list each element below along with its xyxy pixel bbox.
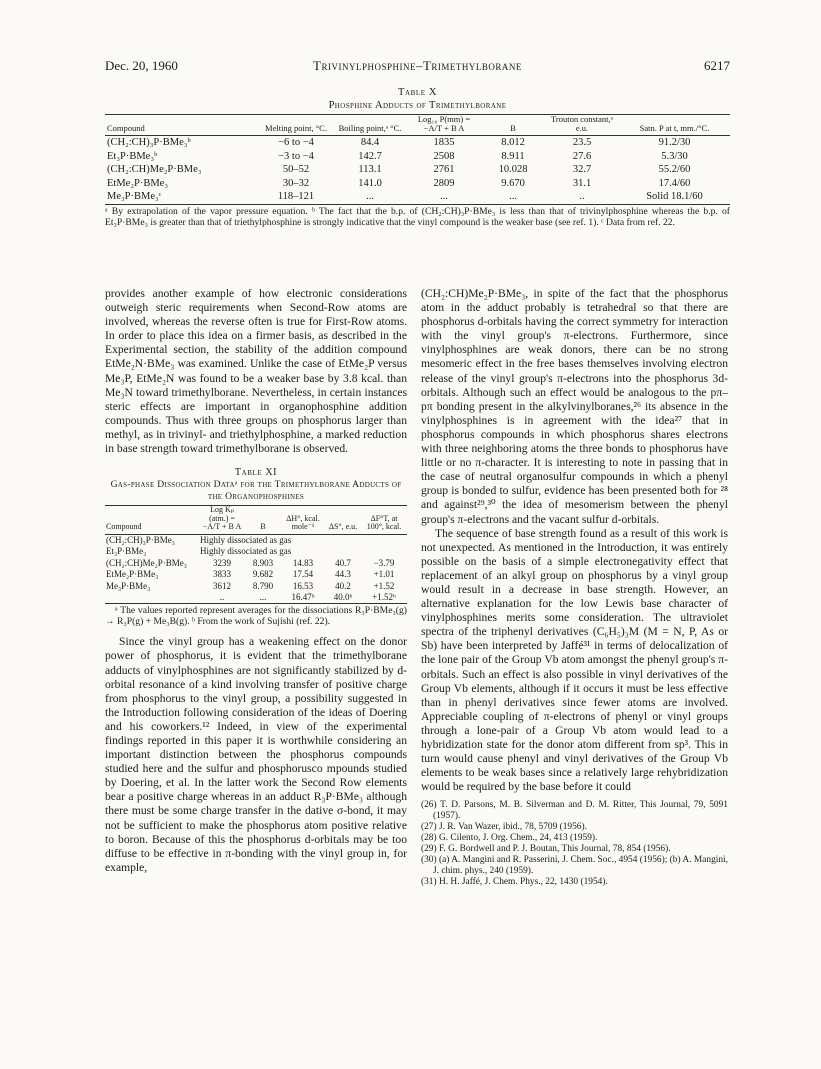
right-column	[421, 287, 728, 888]
table-cell: 50–52	[282, 164, 310, 176]
table-cell: Et₃P·BMe₃ᵇ	[107, 150, 158, 162]
table-cell: 2761	[433, 164, 455, 176]
table-xi-footnote: ᵃ The values reported represent averages for the dissociations R₃P·BMe₃(g) → R₃P(g) + Me₃B(g). ᵇ From the work of Sujishi (ref. 22).	[105, 605, 407, 628]
reference-item: (31) H. H. Jaffé, J. Chem. Phys., 22, 1430 (1954).	[421, 877, 608, 888]
table-x-grid	[105, 114, 730, 205]
table-cell: 8.903	[252, 557, 274, 568]
table-cell: ...	[245, 592, 281, 604]
left-column	[105, 287, 407, 875]
table-cell: 2508	[433, 150, 455, 162]
table-cell: ...	[481, 190, 545, 204]
table-cell: 9.670	[501, 177, 525, 189]
table-cell: 142.7	[358, 150, 382, 162]
table-cell: +1.52	[373, 580, 395, 591]
table-cell: ...	[333, 190, 407, 204]
table-cell: 17.54	[292, 569, 314, 580]
table-x-header: Melting point, °C.	[259, 115, 333, 136]
table-cell: 8.911	[501, 150, 525, 162]
table-cell: 32.7	[572, 164, 592, 176]
table-cell: 9.682	[252, 569, 274, 580]
table-cell: 40.2	[335, 580, 351, 591]
reference-item: (27) J. R. Van Wazer, ibid., 78, 5709 (1956).	[421, 822, 587, 833]
table-cell: 3833	[213, 569, 231, 580]
table-cell: 3612	[213, 580, 231, 591]
table-row	[105, 581, 407, 592]
table-cell	[105, 592, 199, 604]
table-cell: 27.6	[572, 150, 592, 162]
table-cell: 16.47ᵇ	[281, 592, 325, 604]
table-xi-header: ΔH°, kcal. mole⁻¹	[281, 506, 325, 535]
table-cell: ..	[545, 190, 619, 204]
table-cell: −6 to −4	[278, 137, 314, 148]
table-cell: Me₃P·BMe₃	[106, 580, 151, 591]
table-x-header: Trouton constant,ᵃ e.u.	[545, 115, 619, 136]
table-row	[105, 136, 730, 150]
header-title: Trivinylphosphine–Trimethylborane	[313, 58, 522, 73]
table-cell: −3 to −4	[278, 150, 314, 162]
table-xi-header: ΔS°, e.u.	[325, 506, 361, 535]
table-xi-header: Log Kₚ (atm.) = −A/T + B A	[199, 506, 245, 535]
table-cell: EtMe₂P·BMe₃	[107, 177, 168, 189]
table-cell: +1.52ᵇ	[361, 592, 407, 604]
table-xi-subtitle: Gas-phase Dissociation Dataᵃ for the Trimethylborane Adducts of the Organophosphines	[110, 479, 402, 503]
table-cell: 113.1	[358, 164, 382, 176]
table-x-caption: Table X	[397, 87, 438, 98]
table-cell: Highly dissociated as gas	[200, 534, 292, 545]
table-cell: Highly dissociated as gas	[200, 546, 292, 557]
table-cell: (CH₂:CH)₃P·BMe₃	[106, 534, 175, 545]
table-cell: ...	[407, 190, 481, 204]
table-cell: 3239	[213, 557, 231, 568]
paragraph: provides another example of how electronic considerations outweigh steric requirements when Second-Row atoms are involved, whereas the reverse often is true for First-Row atoms. In order to place this idea on a firmer basis, as described in the Experimental section, the stability of the addition compound EtMe₂N·BMe₃ was examined. Unlike the case of EtMe₂P versus Me₃P, EtMe₂N was found to be a weaker base by 3.8 kcal. than Me₃N toward trimethylborane. Nevertheless, in certain instances steric effects are important in organophosphine addition compounds. Thus with three groups on phosphorus larger than methyl, as in trivinyl- and triethylphosphine, a marked reduction in base strength toward trimethylborane is observed.	[105, 287, 407, 456]
table-cell: 1835	[433, 137, 455, 148]
table-cell: Me₃P·BMe₃ᶜ	[105, 190, 259, 204]
table-cell: EtMe₂P·BMe₃	[106, 569, 159, 580]
paragraph: Since the vinyl group has a weakening effect on the donor power of phosphorus, it is evident that the trimethylborane adducts of vinylphosphines are not significantly stabilized by d-orbital resonance of a kind involving transfer of positive charge from phosphorus to the vinyl group, a possibility suggested in the Introduction following consideration of the ideas of Doering and his coworkers.¹² Indeed, in view of the experimental findings reported in this paper it is worthwhile considering an important distinction between the phosphorus compounds studied here and the sulfur and phosphorusco mpounds studied by Doering, et al. In the latter work the Second Row elements bear a positive charge whereas in an adduct R₃P·BMe₃ although there must be some charge transfer in the dative σ-bond, it may not be sufficient to make the phosphorus atom positive relative to boron. Because of this the phosphorus d-orbitals may be too diffuse to be effective in π-bonding with the vinyl group in, for example,	[105, 635, 407, 874]
table-x-header: Satn. P at t, mm./°C.	[619, 115, 730, 136]
table-cell: (CH₂:CH)Me₂P·BMe₃	[106, 557, 187, 568]
table-cell: 30–32	[282, 177, 310, 189]
table-cell: 16.53	[292, 580, 314, 591]
table-cell: 40.0ᵇ	[325, 592, 361, 604]
table-xi-caption: Table XI	[234, 467, 278, 479]
table-cell: 10.028	[498, 164, 528, 176]
table-cell: 44.3	[335, 569, 351, 580]
table-x-header: B	[481, 115, 545, 136]
table-row	[105, 190, 730, 204]
table-cell: 14.83	[292, 557, 314, 568]
table-cell: 55.2/60	[658, 164, 691, 176]
table-xi-grid	[105, 505, 407, 604]
table-cell: 23.5	[572, 137, 592, 148]
table-x-header: Compound	[105, 115, 259, 136]
paragraph: The sequence of base strength found as a result of this work is not unexpected. As mentioned in the Introduction, it was entirely possible on the basis of a simple electronegativity effect that replacement of an alkyl group on phosphorus by a vinyl group would result in a decrease in base strength. However, an alternative explanation for the low Lewis base character of vinylphosphines merits some consideration. The ultraviolet spectra of the triphenyl derivatives (C₆H₅)₃M (M = N, P, As or Sb) have been interpreted by Jaffé³¹ in terms of delocalization of the lone pair of the Group Vb atom amongst the phenyl group's π-orbitals. Such an effect is also possible in vinyl derivatives of the Group Vb elements, although if it occurs it must be less effective than in phenyl derivatives since fewer atoms are involved. Appreciable coupling of π-electrons of phenyl or vinyl groups through a lone-pair of a Group Vb atom would lead to a hybridization state for the donor atom different from sp³. This in turn would cause phenyl and vinyl derivatives of the Group Vb elements to be weak bases since a relatively large rehybridization would be required by the base before it could	[421, 526, 728, 794]
table-row	[105, 163, 730, 177]
table-x	[105, 86, 730, 228]
table-cell: 8.012	[501, 137, 525, 148]
table-cell: 31.1	[572, 177, 592, 189]
table-row	[105, 177, 730, 191]
table-cell: 17.4/60	[658, 177, 691, 189]
table-row	[105, 534, 407, 546]
table-x-header: Boiling point,ᵃ °C.	[333, 115, 407, 136]
table-cell: 2809	[433, 177, 455, 189]
table-cell: 5.3/30	[661, 150, 688, 162]
header-date: Dec. 20, 1960	[105, 58, 178, 73]
references	[421, 800, 728, 888]
table-xi-header: ΔF°T, at 100°, kcal.	[361, 506, 407, 535]
table-row	[105, 569, 407, 580]
table-cell: 40.7	[335, 557, 351, 568]
reference-item: (28) G. Cilento, J. Org. Chem., 24, 413 (1959).	[421, 833, 598, 844]
table-cell: 91.2/30	[658, 137, 691, 148]
reference-item: (26) T. D. Parsons, M. B. Silverman and D. M. Ritter, This Journal, 79, 5091 (1957).	[421, 800, 728, 822]
table-x-subtitle: Phosphine Adducts of Trimethylborane	[328, 100, 507, 111]
table-cell: 118–121	[259, 190, 333, 204]
table-cell: +1.01	[373, 569, 395, 580]
reference-item: (30) (a) A. Mangini and R. Passerini, J. Chem. Soc., 4954 (1956); (b) A. Mangini, J. chim. phys., 240 (1959).	[421, 855, 728, 877]
table-cell: ..	[199, 592, 245, 604]
table-xi-header: Compound	[105, 506, 199, 535]
table-cell: −3.79	[373, 557, 395, 568]
table-cell: 141.0	[358, 177, 382, 189]
table-row	[105, 546, 407, 557]
table-cell: (CH₂:CH)Me₂P·BMe₃	[107, 164, 202, 176]
running-header	[105, 58, 730, 76]
table-cell: Solid 18.1/60	[619, 190, 730, 204]
table-row	[105, 592, 407, 604]
table-row	[105, 558, 407, 569]
table-x-footnote: ᵃ By extrapolation of the vapor pressure equation. ᵇ The fact that the b.p. of (CH₂:CH)₃P·BMe₃ is less than that of trivinylphosphine whereas the b.p. of Et₃P·BMe₃ is greater than that of triethylphosphine is strongly indicative that the vinyl compound is the weaker base (see ref. 1). ᶜ Data from ref. 22.	[105, 205, 730, 228]
table-cell: (CH₂:CH)₃P·BMe₃ᵇ	[107, 137, 191, 148]
table-xi	[105, 466, 407, 627]
table-xi-header: B	[245, 506, 281, 535]
paragraph: (CH₂:CH)Me₂P·BMe₃, in spite of the fact that the phosphorus atom in the adduct probably is tetrahedral so that there are phosphorus d-orbitals having the correct symmetry for interaction with the vinyl group's π-electrons. Furthermore, since vinylphosphines are weak donors, there can be no strong mesomeric effect in the free bases themselves involving electron release of the vinyl group's π-electrons into the phosphorus 3d-orbitals. Although such an effect would be analogous to the pπ–pπ bonding present in the alkylvinylboranes,²⁶ its absence in the vinylphosphines is in agreement with the idea²⁷ that in phosphorus compounds in which phosphorus shares electrons with three neighboring atoms the three bonds to phosphorus have little or no π-character. It is interesting to note in passing that in the case of neutral organosulfur compounds in which a phenyl group is bonded to sulfur, evidence has been presented both for ²⁸ and against²⁹,³⁰ the idea of mesomerism between the phenyl group's π-electrons and the vacant sulfur d-orbitals.	[421, 287, 728, 526]
table-cell: Et₃P·BMe₃	[106, 546, 147, 557]
table-cell: 84.4	[360, 137, 380, 148]
table-x-header: Log₁₀ P(mm) = −A/T + B A	[407, 115, 481, 136]
table-row	[105, 150, 730, 164]
reference-item: (29) F. G. Bordwell and P. J. Boutan, This Journal, 78, 854 (1956).	[421, 844, 671, 855]
table-cell: 8.790	[252, 580, 274, 591]
page-number: 6217	[704, 58, 730, 73]
